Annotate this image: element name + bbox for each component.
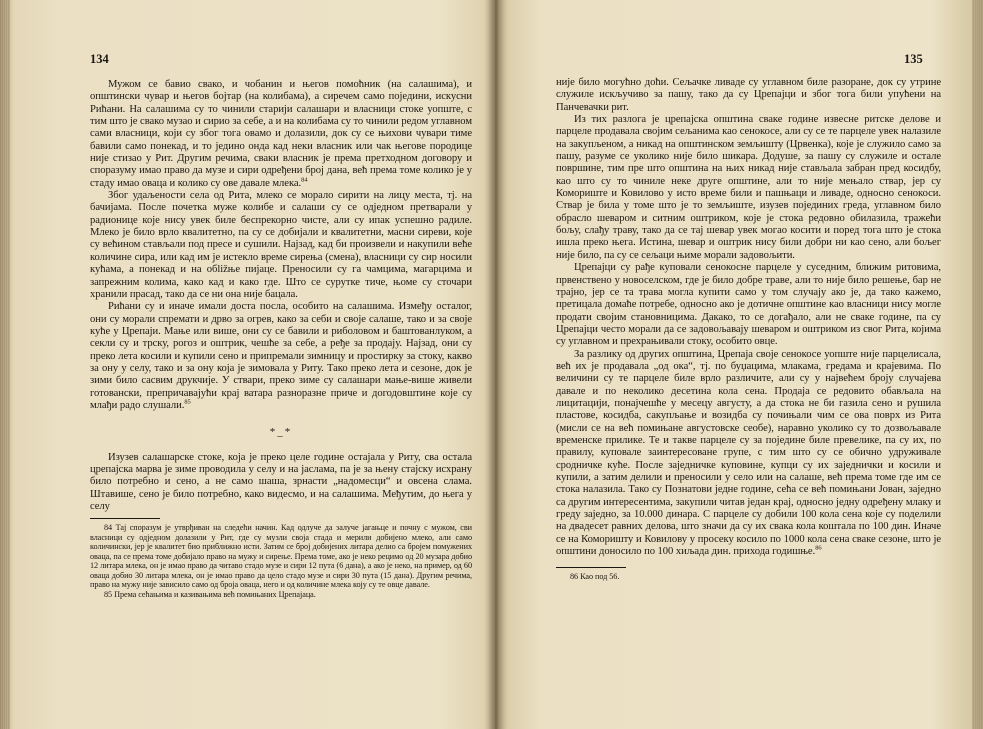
page-number: 135 [904,52,923,66]
body-text [556,77,941,582]
footnote: 84 Тај споразум је утврђиван на следећи начин. Кад одлуче да залуче јагањце и почну с мужом, сви власници су одједном долазили у Рит, где су музли своја стада и мерили добијено млеко, али само количински, јер је квалитет био приближно исти. Затим се број добијених литара делио са бројем помужених оваца, па се према томе добијало право на мужу и сирење. Према томе, ако је неко рецимо од 20 музара добио 12 литара млека, он је имао право да читаво стадо музе и сири 12 пута (6 дана), а ако је неко, на пример, од 60 оваца добио 30 литара млека, он је имао право да цело стадо музе и сири 30 пута (15 дана). Другим речима, право на мужу није зависило само од броја оваца, него и од количине млека коју су те овце давале. [90,523,472,590]
paragraph: није било могућно доћи. Сељачке ливаде су углавном биле разоране, док су утрине служиле искључиво за пашу, тако да су Црепајци и због тога били упућени на Панчевачки рит. [556,77,941,113]
paragraph: Због удаљености села од Рита, млеко се морало сирити на лицу места, тј. на бачијама. После почетка муже колибе и салаши су се одједном претварали у радионице које нису увек биле беспрекорно чисте, али су ипак успешно радиле. Млеко је било врло квалитетно, па су се добијали и квалитетни, масни сиреви, које су већином стављали под пресе и сушили. Најзад, кад би произвели и накупили веће количине сира, или кад им је истекло време сирења (смена), власници су сир носили кућама, а понекад и на обližње пијаце. Преносили су га чамцима, магарцима и запрежним колима, како кад и како где. Што се сурутке тиче, њоме су сточари хранили прасад, тако да се ни она није бацала. [90,190,472,300]
footnote-ref: 86 [815,544,822,552]
paragraph: Мужом се бавио свако, и чобанин и његов помоћник (на салашима), и општински чувар и његов бојтар (на колибама), а сиречем само поједини, искусни Рићани. На салашима су то чинили старији салашари и власници стоке уопште, с тим што је свако музао и сирио за себе, а и на колибама су то чинили редом углавном сами власници, који су због тога овамо и долазили, док су се њихови чувари тиме бавили само понекад, и то једино онда кад неки власник или чак његове породице није стизао у Рит. Другим речима, сваки власник је према претходном договору и споразуму имао право да музе и сири одређени број дана, већ према томе колико је у стаду имао оваца и колико су ове давале млека.$^{84}$ [90,79,472,189]
footnote: 85 Према сећањима и казивањима већ помињаних Црепајаца. [104,589,316,599]
section-separator: *_* [269,426,293,439]
footnote-rule [556,567,626,568]
paragraph: Из тих разлога је црепајска општина сваке године извесне ритске делове и парцеле продавала својим сељанима као сенокосе, али су се те парцеле увек налазиле на закупљеном, а никад на општинском земљишту (Црвенка), које је служило само за пашу, разуме се уколико није било шикара. Додуше, за пашу су служиле и остале површине, тим пре што општина на њих никад није стављала забран пред косидбу, као што су то чиниле неке друге општине, али то није мењало ствар, јер су Комориште и Ковилово у исто време били и пашњаци и ливаде, односно сенокоси. Ствар је била у томе што је то земљиште, изузев појединих греда, углавном било обрасло шеваром и ситним оштриком, које је стока редовно обилазила, тражећи бољу, слађу траву, тако да се тај шевар увек могао косити и поред тога што је стока ишла преко њега. Истина, шевар и оштрик нису били добри ни као сено, али бољег није било, па су се сељаци њиме морали задовољити. [556,114,941,261]
footnote-ref: 85 [184,398,191,406]
footnotes [90,523,472,599]
footnote-rule [90,518,160,519]
paragraph: За разлику од других општина, Црепаја своје сенокосе уопште није парцелисала, већ их је продавала „од ока“, тј. по буџацима, млакама, гредама и крајевима. По величини су те парцеле биле врло различите, али су у највећем броју случајева давале и по неколико десетина кола сена. Продаја се редовито обављала на лицитацији, понајчешће у месецу августу, а да стока не би газила сено и рушила пластове, косидба, сакупљање и возидба су почињали чим се ова поврх из Рита (мисли се на већ помињане августовске сеобе), наравно уколико су то дозвољавале временске прилике. Те и такве парцеле су за поједине биле превелике, па су их, по правилу, куповале заинтересоване групе, с тим што су се обично удруживале сродничке куће. После заједничке куповине, купци су их заједнички и косили и купили, а затим делили и преносили у село или на салаше, већ према томе где им се стока налазила. Тако су Познатови једне године, сећа се већ помињани Јован, заједно са другим интересентима, закупили читав један крај, односно једну одређену млаку и греду заједно, за 10.000 динара. С парцеле су добили 100 кола сена које су поделили на двадесет равних делова, што значи да су их свака кола коштала по 100 дин. Иначе се на Коморишту и Ковилову у просеку косило по 1000 кола сена сваке сезоне, што је општини доносило по 100 хиљада дин. прихода годишње.$^{86}$ [556,348,941,558]
footnote: 86 Као под 56. [570,572,620,582]
page-number: 134 [90,52,109,66]
paragraph: Изузев салашарске стоке, која је преко целе године остајала у Риту, сва остала црепајска марва је зиме проводила у селу и на јаслама, па је за њену стајску исхрану било потребно и сено, а не само шаша, зрнасти „надомесци“ и овсена слама. Штавише, сено је било потребно, како видесмо, и на салашима. Међутим, до њега у селу [90,451,472,512]
paragraph: Црепајци су рађе куповали сенокосне парцеле у суседним, ближим ритовима, првенствено у новоселском, где је било добре траве, али то није било решење, бар не трајно, јер се та трава могла купити само у том случају ако је, да тако кажемо, претицала домаће потребе, односно ако је дотичне општине као власници нису могле продати својим становницима. Дакако, то се догађало, али не сваке године, па су Црепајци често морали да се задовољавају шеваром и оштриком из свог Рита, којима су углавном и прехрањивали стоку, особито овце. [556,262,941,348]
paragraph: Рићани су и иначе имали доста посла, особито на салашима. Између осталог, они су морали спремати и дрво за огрев, како за себи и своје салаше, тако и за своје куће у Црепаји. Мање или више, они су се бавили и риболовом и баштованлуком, а секли су и трску, рогоз и оштрик, чешће за себе, а ређе за продају. Најзад, они су преко лета косили и купили сено и припремали зимницу и простирку за стоку, какво за ону у селу, тако и за ону која је зимовала у Риту. Тако преко лета и сезоне, док је зими било сасвим друкчије. У ствари, преко зиме су салашари мање-више живели готовански, препричавајући крај ватара разноразне приче и догодовштине које су млађи радо слушали.$^{85}$ [90,301,472,411]
body-text [90,79,472,599]
footnotes [556,572,941,582]
footnote-ref: 84 [301,176,308,184]
right-page [500,0,983,729]
